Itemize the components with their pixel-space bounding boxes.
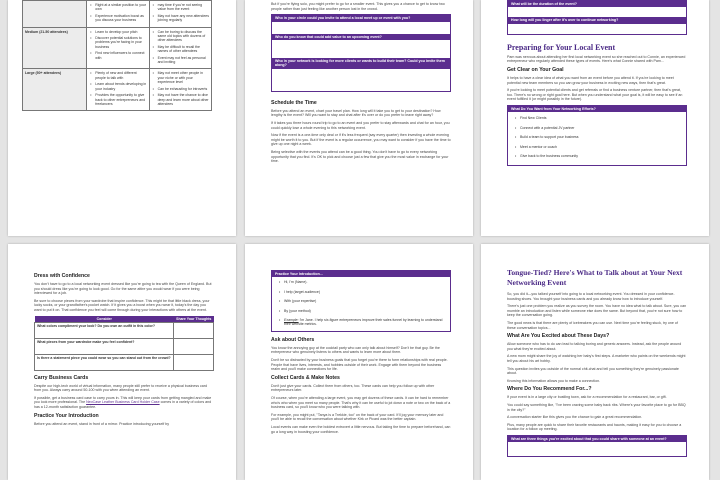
table-row xyxy=(35,338,214,354)
list-item: • Learn to develop your pitch xyxy=(95,30,146,34)
page-6 xyxy=(481,244,709,480)
paragraph: If possible, get a business card case to carry yours in. This will keep your cards from getting mangled and make you look more professional. The NeoCase Leather Business Card Holder Case comes in a variety of colors and has a 12-month satisfaction guarantee. xyxy=(34,395,212,409)
paragraph: Plus, many people are quick to share their favorite restaurants and haunts, making it easy for you to choose a location for a follow up meeting. xyxy=(507,422,682,432)
list-item: • I help (target audience) xyxy=(284,290,446,294)
list-item: • Find New Clients xyxy=(520,116,682,120)
page-5 xyxy=(245,244,473,480)
table-row xyxy=(23,1,212,28)
page-3 xyxy=(481,0,709,236)
column-header: Share Your Thoughts xyxy=(174,316,214,323)
cons-cell xyxy=(149,1,211,28)
box-heading: What Do You Want from Your Networking Efforts? xyxy=(508,106,686,112)
box-heading: What are three things you're excited about that you could share with someone at an event? xyxy=(508,436,686,442)
paragraph: If your event is in a large city or bustling town, ask for a recommendation for a restaurant, bar, or gift. xyxy=(507,395,667,400)
table-cell: What pieces from your wardrobe make you feel confident? xyxy=(35,338,174,354)
answer-cell[interactable] xyxy=(174,322,214,338)
list-item: • Build a team to support your business xyxy=(520,135,682,139)
product-link[interactable]: NeoCase Leather Business Card Holder Case xyxy=(86,400,160,405)
event-size-cell xyxy=(23,1,87,28)
section-heading: Practice Your Introduction xyxy=(34,412,99,419)
paragraph: You know the annoying guy at the cocktail party who can only talk about himself? Don't be that guy. Be the entrepreneur who genuinely listens to others and wants to learn more about them. xyxy=(271,345,440,355)
paragraph: For example, you might put, "Tanya is a Trekkie, too" on the back of your card. It'll jog your memory later and you'll be able to recall the conversation about whether Kirk or Picard was the better captain. xyxy=(271,412,444,422)
answer-area[interactable] xyxy=(272,40,450,58)
list-item: • Right at a similar position to your own xyxy=(95,3,146,12)
list-item: • May not have any new attendees joining regularly xyxy=(158,14,209,23)
list-item: • Event may not feel as personal and inviting xyxy=(158,56,209,65)
pros-cell xyxy=(87,69,149,111)
column-header: Consider xyxy=(35,316,174,323)
table-cell: Is there a statement piece you could wear so you can stand out from the crowd? xyxy=(35,354,174,370)
paragraph: You don't have to go to a local networking event dressed like you're going to tea with the Queen of England. But you should dress like you're going to look good. Go for the same attire you would wear if you were being interviewed for a job. xyxy=(34,282,212,296)
answer-area[interactable] xyxy=(508,7,686,17)
table-row xyxy=(35,322,214,338)
paragraph: If you're looking to meet potential clients and get referrals or find a business venture partner, then that's great, too. There's no wrong or right goal here. But when you understand what your goal is, it will be easy to see if an event fulfilled it (or might possibly in the future). xyxy=(507,88,683,102)
table-row xyxy=(35,354,214,370)
paragraph: Despite our high-tech world of virtual information, many people still prefer to receive a physical business card from you. Always carry around 50-100 with you when attending an event. xyxy=(34,383,207,393)
section-heading: Dress with Confidence xyxy=(34,273,90,279)
worksheet-box xyxy=(507,435,687,457)
section-heading: Carry Business Cards xyxy=(34,374,89,381)
question-label: Who do you know that could add value to an upcoming event? xyxy=(272,34,450,40)
paragraph: This question invites you outside of the normal chit-chat and tell you something they're genuinely passionate about. xyxy=(507,366,679,376)
list-item: • may time if you're not seeing value from the event xyxy=(158,3,209,12)
list-item: • May not have the chance to dive deep and learn more about other attendees xyxy=(158,93,209,106)
introduction-box xyxy=(271,270,451,332)
answer-area[interactable] xyxy=(272,69,450,91)
list-item: • Connect with a potential JV partner xyxy=(520,126,682,130)
goals-box xyxy=(507,105,687,166)
paragraph: Don't just give your cards. Collect them from others, too. These cards can help you follow up with other entrepreneurs later. xyxy=(271,383,435,393)
intro-text: But if you're flying solo, you might prefer to go for a smaller event. This gives you a chance to get to know two people rather than just feeling like another person lost in the crowd. xyxy=(271,2,445,11)
paragraph: If it takes you three hours round trip to go to an event and you prefer to stay afterwards and chat for an hour, you could quickly lose a whole evening to this networking event. xyxy=(271,121,450,130)
event-size-cell: Medium (21-50 attendees) xyxy=(23,27,87,69)
list-item: • Give back to the business community xyxy=(520,154,682,158)
list-item: • Can be exhausting for introverts xyxy=(158,87,209,91)
question-label: Who in your circle could you invite to attend a local meet up or event with you? xyxy=(272,15,450,21)
wardrobe-table xyxy=(34,316,214,371)
paragraph: A new mom might share the joy of watching her baby's first steps. A marketer who paints on the weekends might tell you about his art hobby. xyxy=(507,354,686,363)
list-item: • May not meet other people in your niche or with your experience level xyxy=(158,71,209,84)
paragraph: It helps to have a clear idea of what you want from an event before you attend it. If you're looking to meet potential new team members so you can grow your business in exciting new ways, then that's great. xyxy=(507,76,674,85)
worksheet-box xyxy=(507,0,687,35)
paragraph: Knowing this information allows you to make a connection. xyxy=(507,378,601,383)
answer-cell[interactable] xyxy=(174,354,214,370)
list-item: • Discover potential solutions to problems you're facing in your business xyxy=(95,36,146,49)
event-size-cell: Large (50+ attendees) xyxy=(23,69,87,111)
list-item: • With (your expertise) xyxy=(284,299,446,303)
paragraph: Be sure to choose pieces from your wardrobe that inspire confidence. This might be that little black dress, your lucky socks, or your grandfather's pocket watch. If it gives you a boost when you wear it, today's the day you want to put it on. That confidence you feel will come through during your interactions with others at the event. xyxy=(34,298,210,312)
list-item: • Experience motivation boost as you discuss your business xyxy=(95,14,146,23)
question-label: How long will you linger after it's over to continue networking? xyxy=(508,17,686,23)
cons-cell xyxy=(149,27,211,69)
answer-cell[interactable] xyxy=(174,338,214,354)
section-heading: Collect Cards & Make Notes xyxy=(271,374,340,381)
list-item: • Can be boring to discuss the same old topics with dozens of other attendees xyxy=(158,30,209,43)
list-item: • May be difficult to recall the names of other attendees xyxy=(158,45,209,54)
paragraph: You could say something like, "I've been craving some baby back ribs. Where's your favorite place to go for BBQ in the city?" xyxy=(507,402,686,412)
table-row xyxy=(23,27,212,69)
answer-area[interactable] xyxy=(508,24,686,34)
section-heading: Schedule the Time xyxy=(271,99,317,106)
answer-area[interactable] xyxy=(508,442,686,456)
list-item: • Example: I'm Jane. I help six-figure entrepreneurs improve their sales funnel by learning to understand their website metrics. xyxy=(284,318,446,327)
section-heading: Where Do You Recommend For...? xyxy=(507,386,592,393)
list-item: • Plenty of new and different people to talk with xyxy=(95,71,146,80)
list-item: • Hi, I'm (Name). xyxy=(284,280,446,284)
paragraph: Allow someone who has to do can lead to talking boring and generic answers. Instead, ask the people around you what they're excited about. xyxy=(507,342,682,351)
pros-cell xyxy=(87,1,149,28)
table-cell: What colors compliment your look? Do you own an outfit in this color? xyxy=(35,322,174,338)
list-item: • Provides the opportunity to give back to other entrepreneurs and freelancers xyxy=(95,93,146,106)
paragraph: Local events can make even the boldest extrovert a little nervous. But taking the time to prepare beforehand, can go a long way in boosting your confidence. xyxy=(271,424,451,434)
paragraph: Pam was nervous about attending her first local networking event so she reached out to Connie, an experienced entrepreneur who regularly attended these types of events. Here's what Connie shared with Pam... xyxy=(507,54,686,64)
page-4 xyxy=(8,244,236,480)
paragraph: A conversation starter like this gives you the chance to gain a great recommendation. xyxy=(507,415,643,420)
box-heading: Practice Your Introduction... xyxy=(272,271,450,277)
page-2 xyxy=(245,0,473,236)
question-label: What will be the duration of the event? xyxy=(508,1,686,7)
paragraph: There's just one problem you realize as you survey the room. You have no idea what to talk about. Sure, you can mumble an introduction and listen while someone else does the same. But beyond that, you're not sure how to keep the conversation going. xyxy=(507,304,687,318)
question-label: Who in your network is looking for more clients or wants to build their team? Could you invite them along? xyxy=(272,58,450,69)
paragraph: Before you attend an event, chart your travel plan. How long will it take you to get to your destination? How lengthy is the event? Will you want to stay and chat after it's over or do you prefer to leave right away? xyxy=(271,108,441,118)
list-item: • Find new influencers to connect with xyxy=(95,51,146,60)
list-item: • Meet a mentor or coach xyxy=(520,145,682,149)
page-title: Preparing for Your Local Event xyxy=(507,42,616,52)
paragraph: The good news is that there are plenty of icebreakers you can use. Next time you're feeling stuck, try one of these conversation topics... xyxy=(507,320,678,330)
paragraph: Don't be so distracted by your business goals that you forget you're there to form relationships with real people. People that have lives, interests, and hobbies outside of their work. Engage with them beyond the business realm and you'll make connections for life. xyxy=(271,358,448,372)
pros-cell xyxy=(87,27,149,69)
paragraph: Being selective with the events you attend can be a good thing. You don't have to go to every networking opportunity that you find. It's OK to pick and choose just a few that give you the most value in exchange for your time. xyxy=(271,149,449,164)
answer-area[interactable] xyxy=(272,22,450,34)
table-row xyxy=(23,69,212,111)
list-item: • By (your method) xyxy=(284,309,446,313)
section-heading: What Are You Excited about These Days? xyxy=(507,333,610,340)
cons-cell xyxy=(149,69,211,111)
list-item: • Learn about trends developing in your industry xyxy=(95,82,146,91)
page-1 xyxy=(8,0,236,236)
paragraph: So, you did it—you talked yourself into going to a local networking event. You dressed in your confidence-boosting shoes. You brought your business cards and you already know how to introduce yourself. xyxy=(507,292,675,301)
paragraph: Now if the event is a one-time only deal or if it's less frequent (say every quarter) then investing a whole evening might be worth it to you. But if the event is a regular occurrence, you may want to consider if you have the time to give up one night a week. xyxy=(271,133,451,147)
section-heading: Get Clear on Your Goal xyxy=(507,67,564,73)
paragraph: Before you attend an event, stand in front of a mirror. Practice introducing yourself by xyxy=(34,421,170,426)
worksheet-box-1 xyxy=(271,14,451,92)
page-title: Tongue-Tied? Here's What to Talk about at Your Next Networking Event xyxy=(507,268,683,287)
event-size-table xyxy=(22,0,212,111)
paragraph: Of course, when you're attending a large event, you may get dozens of these cards. It can be hard to remember who's who when you meet so many people. That's why it can be useful to jot down a note or two on the back of a business card, so you'll know who you were talking with. xyxy=(271,396,451,410)
section-heading: Ask about Others xyxy=(271,336,315,343)
